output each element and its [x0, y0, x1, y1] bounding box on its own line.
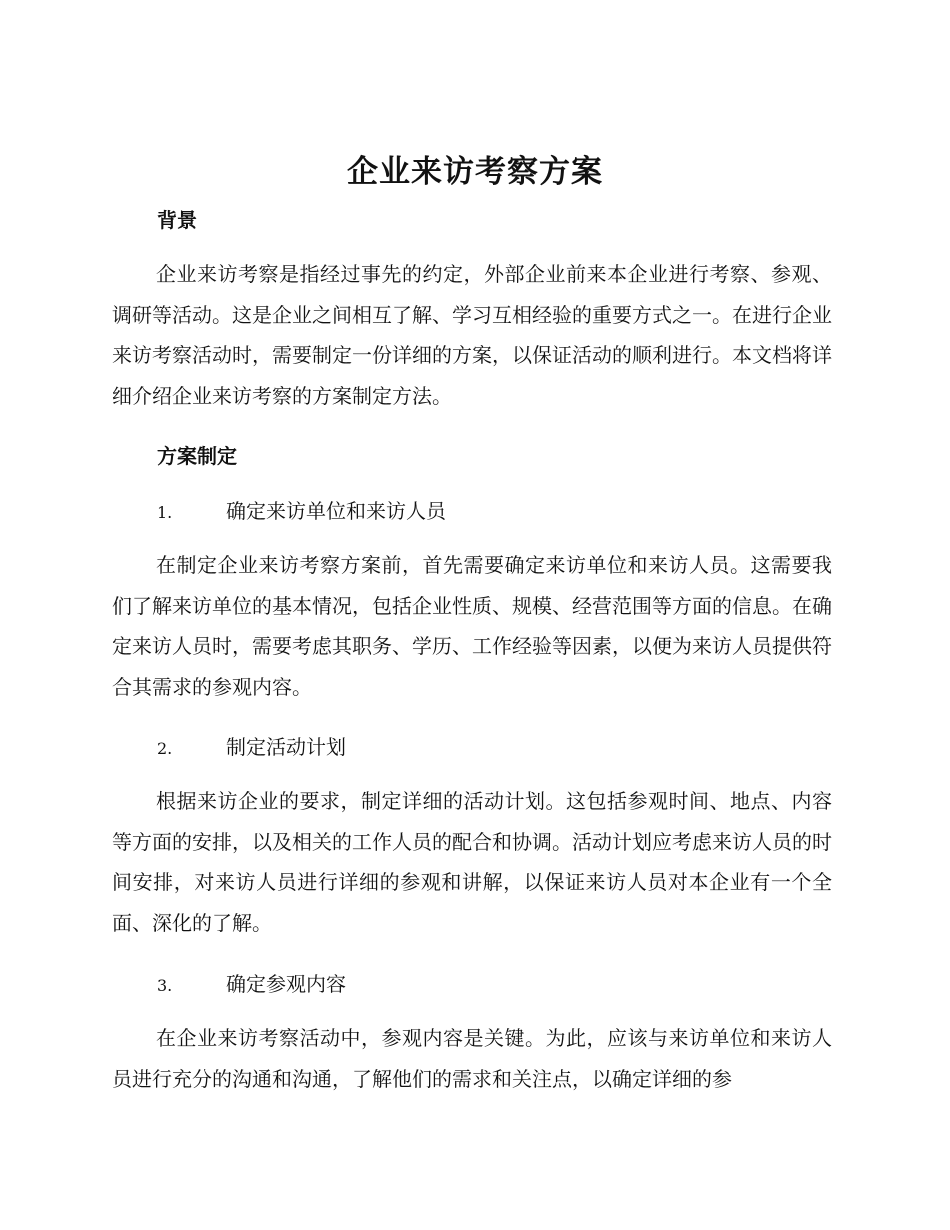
list-item-number: 2. [157, 739, 173, 758]
list-item-1 [157, 495, 446, 529]
list-item-title: 制定活动计划 [226, 735, 346, 759]
section-heading-background: 背景 [157, 208, 197, 232]
document-title: 企业来访考察方案 [347, 154, 603, 190]
list-item-number: 3. [157, 976, 173, 995]
item-3-paragraph: 在企业来访考察活动中，参观内容是关键。为此，应该与来访单位和来访人员进行充分的沟通和沟通，了解他们的需求和关注点，以确定详细的参 [112, 1026, 832, 1091]
item-1-paragraph: 在制定企业来访考察方案前，首先需要确定来访单位和来访人员。这需要我们了解来访单位的基本情况，包括企业性质、规模、经营范围等方面的信息。在确定来访人员时，需要考虑其职务、学历、工作经验等因素，以便为来访人员提供符合其需求的参观内容。 [112, 553, 832, 699]
list-item-title: 确定参观内容 [226, 972, 346, 996]
list-item-3 [157, 968, 346, 1002]
background-paragraph: 企业来访考察是指经过事先的约定，外部企业前来本企业进行考察、参观、调研等活动。这是企业之间相互了解、学习互相经验的重要方式之一。在进行企业来访考察活动时，需要制定一份详细的方案，以保证活动的顺利进行。本文档将详细介绍企业来访考察的方案制定方法。 [112, 262, 832, 408]
list-item-title: 确定来访单位和来访人员 [226, 499, 446, 523]
list-item-number: 1. [157, 503, 173, 522]
section-heading-plan: 方案制定 [157, 444, 237, 468]
item-2-paragraph: 根据来访企业的要求，制定详细的活动计划。这包括参观时间、地点、内容等方面的安排，以及相关的工作人员的配合和协调。活动计划应考虑来访人员的时间安排，对来访人员进行详细的参观和讲解，以保证来访人员对本企业有一个全面、深化的了解。 [112, 789, 832, 935]
list-item-2 [157, 731, 346, 765]
